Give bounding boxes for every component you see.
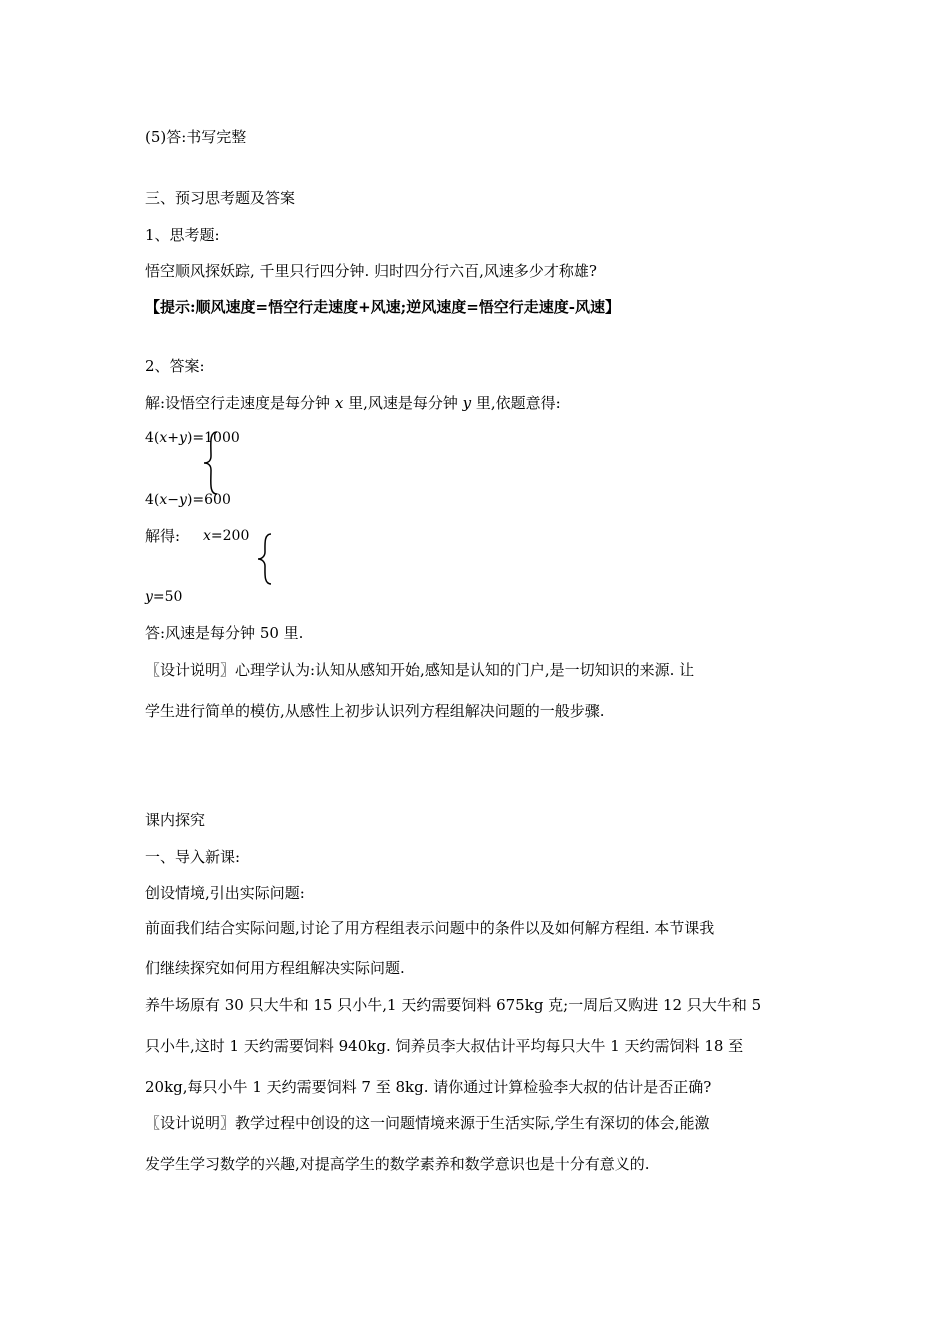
paragraph-2-line-2: 只小牛,这时 1 天约需要饲料 940kg. 饲养员李大叔估计平均每只大牛 1 天约需饲料 18 至 — [145, 1037, 744, 1055]
paragraph-1-line-2: 们继续探究如何用方程组解决实际问题. — [145, 959, 405, 977]
question-1-heading: 1、思考题: — [145, 226, 220, 244]
paragraph-2-line-3: 20kg,每只小牛 1 天约需要饲料 7 至 8kg. 请你通过计算检验李大叔的估计是否正确? — [145, 1078, 712, 1096]
eq1-x: x — [159, 430, 168, 446]
variable-x: x — [334, 394, 344, 412]
solution-suffix: 里,依题意得: — [471, 394, 561, 412]
variable-y: y — [462, 394, 472, 412]
solution-y-var: y — [145, 589, 153, 605]
solution-x-var: x — [203, 528, 211, 544]
solution-prefix: 解:设悟空行走速度是每分钟 — [145, 394, 335, 412]
question-1-hint: 【提示:顺风速度=悟空行走速度+风速;逆风速度=悟空行走速度-风速】 — [145, 298, 621, 316]
solution-mid: 里,风速是每分钟 — [343, 394, 463, 412]
equation-2 — [145, 490, 231, 510]
inclass-heading: 课内探究 — [145, 811, 206, 829]
eq1-tail: )=1000 — [186, 430, 240, 446]
intro-heading: 一、导入新课: — [145, 848, 241, 866]
solution-setup — [145, 393, 561, 413]
paragraph-1-line-1: 前面我们结合实际问题,讨论了用方程组表示问题中的条件以及如何解方程组. 本节课我 — [145, 919, 715, 937]
design-note-2-line-1: 〖设计说明〗教学过程中创设的这一问题情境来源于生活实际,学生有深切的体会,能激 — [145, 1114, 710, 1132]
eq2-tail: )=600 — [186, 492, 231, 508]
scenario-heading: 创设情境,引出实际问题: — [145, 884, 305, 902]
solution-y-val: =50 — [152, 589, 183, 605]
solution-y — [145, 587, 182, 607]
eq2-lead: 4( — [145, 492, 160, 508]
eq1-lead: 4( — [145, 430, 160, 446]
paragraph-2-line-1: 养牛场原有 30 只大牛和 15 只小牛,1 天约需要饲料 675kg 克;一周后又购进 12 只大牛和 5 — [145, 996, 762, 1014]
design-note-1-line-2: 学生进行简单的模仿,从感性上初步认识列方程组解决问题的一般步骤. — [145, 702, 605, 720]
eq2-op: − — [167, 492, 180, 508]
section-3-heading: 三、预习思考题及答案 — [145, 189, 296, 207]
step-5-line: (5)答:书写完整 — [145, 128, 247, 146]
answer-2-heading: 2、答案: — [145, 357, 205, 375]
question-1-text: 悟空顺风探妖踪, 千里只行四分钟. 归时四分行六百,风速多少才称雄? — [145, 262, 597, 280]
answer-line: 答:风速是每分钟 50 里. — [145, 624, 304, 642]
solution-x — [203, 526, 249, 546]
solve-label: 解得: — [145, 527, 181, 545]
design-note-1-line-1: 〖设计说明〗心理学认为:认知从感知开始,感知是认知的门户,是一切知识的来源. 让 — [145, 661, 695, 679]
eq2-x: x — [159, 492, 168, 508]
eq1-op: + — [167, 430, 180, 446]
eq2-y: y — [179, 492, 187, 508]
design-note-2-line-2: 发学生学习数学的兴趣,对提高学生的数学素养和数学意识也是十分有意义的. — [145, 1155, 650, 1173]
system-brace-icon — [200, 430, 224, 496]
solution-brace-icon — [255, 532, 277, 586]
eq1-y: y — [179, 430, 187, 446]
equation-1 — [145, 428, 240, 448]
solution-x-val: =200 — [210, 528, 250, 544]
